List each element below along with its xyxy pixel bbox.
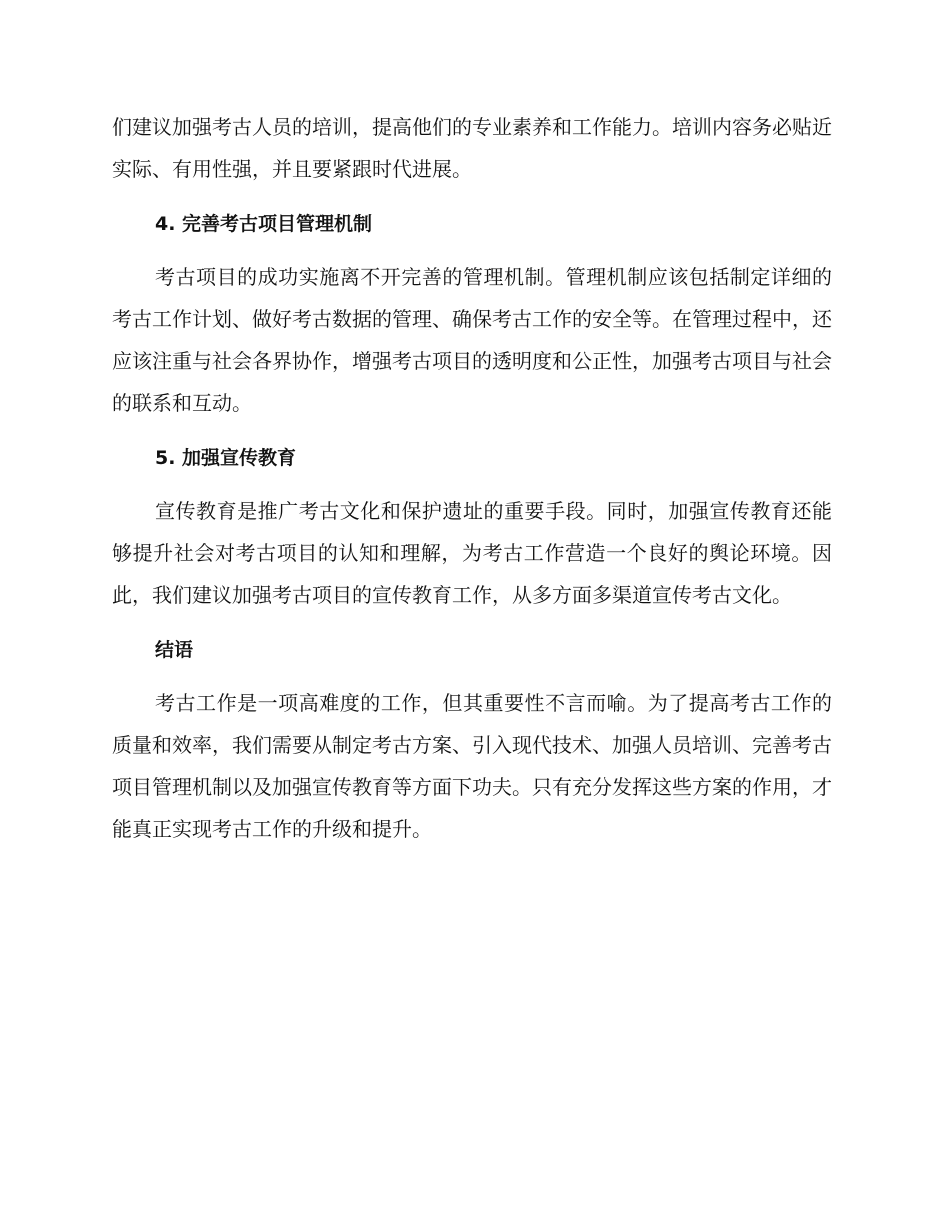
- section-heading-publicity: 5. 加强宣传教育: [155, 447, 297, 469]
- section-body-conclusion: 考古工作是一项高难度的工作，但其重要性不言而喻。为了提高考古工作的质量和效率，我们需要从制定考古方案、引入现代技术、加强人员培训、完善考古项目管理机制以及加强宣传教育等方面下功夫。只有充分发挥这些方案的作用，才能真正实现考古工作的升级和提升。: [112, 691, 832, 841]
- document-body: [112, 106, 832, 850]
- section-heading-conclusion: 结语: [155, 639, 194, 661]
- section-heading-management: 4. 完善考古项目管理机制: [155, 213, 373, 235]
- intro-paragraph: 们建议加强考古人员的培训，提高他们的专业素养和工作能力。培训内容务必贴近实际、有用性强，并且要紧跟时代进展。: [112, 115, 832, 181]
- section-body-publicity: 宣传教育是推广考古文化和保护遗址的重要手段。同时，加强宣传教育还能够提升社会对考古项目的认知和理解，为考古工作营造一个良好的舆论环境。因此，我们建议加强考古项目的宣传教育工作，从多方面多渠道宣传考古文化。: [112, 499, 832, 607]
- section-body-management: 考古项目的成功实施离不开完善的管理机制。管理机制应该包括制定详细的考古工作计划、做好考古数据的管理、确保考古工作的安全等。在管理过程中，还应该注重与社会各界协作，增强考古项目的透明度和公正性，加强考古项目与社会的联系和互动。: [112, 265, 832, 415]
